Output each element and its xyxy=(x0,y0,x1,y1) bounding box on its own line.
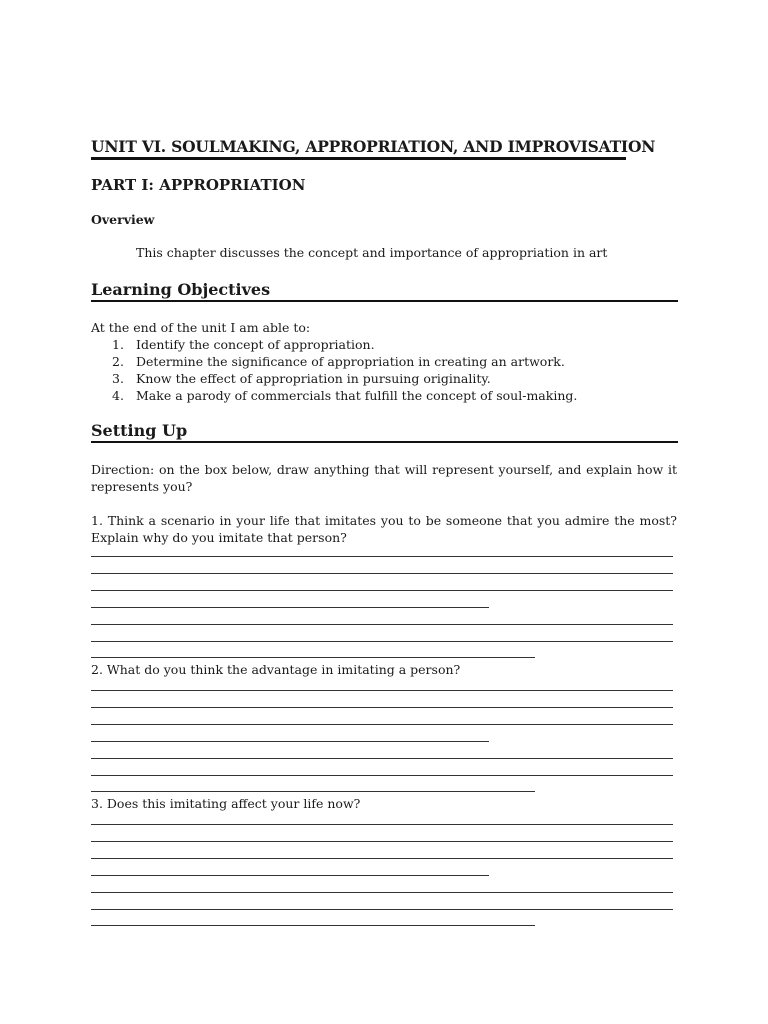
answer-line[interactable] xyxy=(91,841,673,842)
objectives-list xyxy=(112,336,577,404)
part-title: PART I: APPROPRIATION xyxy=(91,176,306,194)
answer-line[interactable] xyxy=(91,909,673,910)
question-1: 1. Think a scenario in your life that imitates you to be someone that you admire the most? Explain why do you imitate that person? xyxy=(91,513,677,545)
answer-line[interactable] xyxy=(91,875,489,876)
answer-line[interactable] xyxy=(91,824,673,825)
answer-line[interactable] xyxy=(91,657,535,658)
overview-text: This chapter discusses the concept and importance of appropriation in art xyxy=(136,245,608,260)
direction-text: Direction: on the box below, draw anything that will represent yourself, and explain how it represents you? xyxy=(91,462,677,494)
answer-line[interactable] xyxy=(91,758,673,759)
learning-objectives-heading: Learning Objectives xyxy=(91,280,271,299)
learning-objectives-rule xyxy=(91,300,678,302)
answer-line[interactable] xyxy=(91,791,535,792)
overview-heading: Overview xyxy=(91,212,155,227)
answer-line[interactable] xyxy=(91,590,673,591)
objective-item: 2. Determine the significance of appropriation in creating an artwork. xyxy=(112,354,565,369)
answer-line[interactable] xyxy=(91,607,489,608)
answer-line[interactable] xyxy=(91,641,673,642)
question-3: 3. Does this imitating affect your life now? xyxy=(91,796,361,811)
answer-line[interactable] xyxy=(91,724,673,725)
answer-line[interactable] xyxy=(91,690,673,691)
unit-title: UNIT VI. SOULMAKING, APPROPRIATION, AND IMPROVISATION xyxy=(91,137,656,156)
answer-line[interactable] xyxy=(91,775,673,776)
answer-line[interactable] xyxy=(91,707,673,708)
objective-item: 1. Identify the concept of appropriation. xyxy=(112,337,375,352)
objective-item: 3. Know the effect of appropriation in pursuing originality. xyxy=(112,371,491,386)
question-2: 2. What do you think the advantage in imitating a person? xyxy=(91,662,461,677)
objective-item: 4. Make a parody of commercials that fulfill the concept of soul-making. xyxy=(112,388,578,403)
setting-up-heading: Setting Up xyxy=(91,421,188,440)
objectives-intro: At the end of the unit I am able to: xyxy=(91,320,311,335)
answer-line[interactable] xyxy=(91,925,535,926)
answer-line[interactable] xyxy=(91,624,673,625)
answer-line[interactable] xyxy=(91,892,673,893)
answer-line[interactable] xyxy=(91,858,673,859)
setting-up-rule xyxy=(91,441,678,443)
answer-line[interactable] xyxy=(91,741,489,742)
unit-title-underline xyxy=(91,157,626,160)
answer-line[interactable] xyxy=(91,573,673,574)
answer-line[interactable] xyxy=(91,556,673,557)
